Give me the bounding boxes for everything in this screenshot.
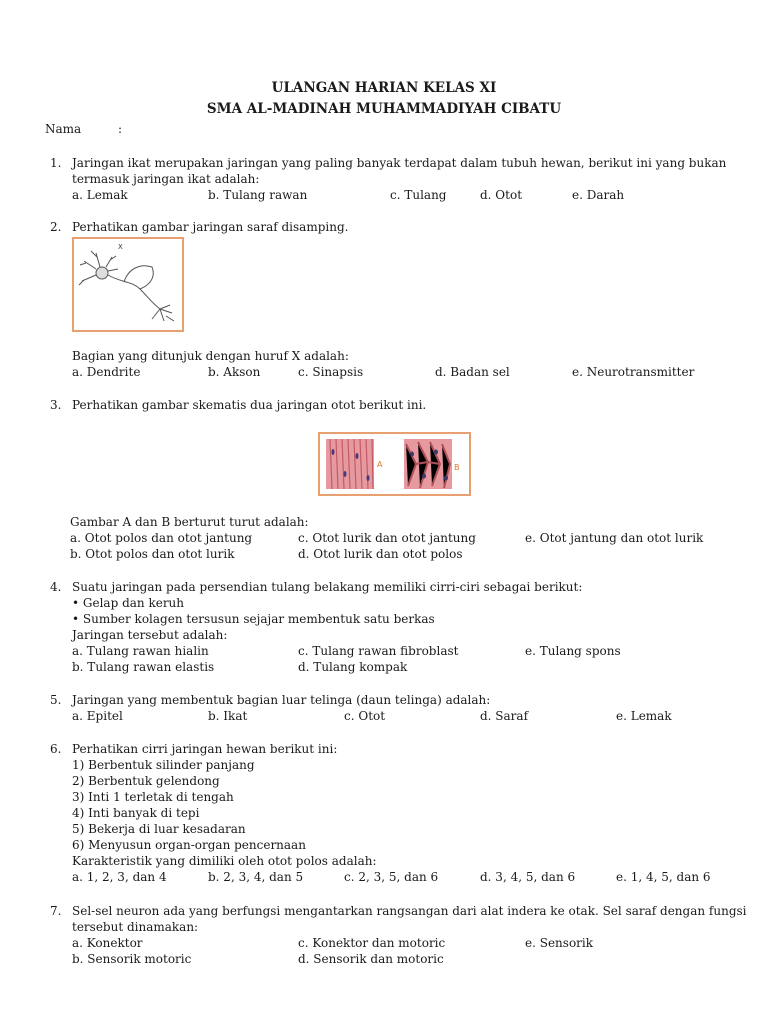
question-text: Perhatikan gambar jaringan saraf disamping. bbox=[72, 220, 349, 234]
question-text: Jaringan tersebut adalah: bbox=[72, 628, 228, 642]
option-d[interactable]: d. Otot bbox=[480, 188, 523, 202]
criterion-2: 2) Berbentuk gelendong bbox=[72, 774, 220, 788]
option-e[interactable]: e. Darah bbox=[572, 188, 625, 202]
question-number: 6. bbox=[50, 742, 62, 756]
question-number: 3. bbox=[50, 398, 62, 412]
question-text: • Sumber kolagen tersusun sejajar membentuk satu berkas bbox=[72, 612, 435, 626]
question-text: tersebut dinamakan: bbox=[72, 920, 199, 934]
option-a[interactable]: a. Konektor bbox=[72, 936, 143, 950]
question-number: 1. bbox=[50, 156, 62, 170]
option-e[interactable]: e. Otot jantung dan otot lurik bbox=[525, 531, 704, 545]
question-text: Perhatikan gambar skematis dua jaringan otot berikut ini. bbox=[72, 398, 427, 412]
question-text: • Gelap dan keruh bbox=[72, 596, 185, 610]
figure-label-b: B bbox=[454, 463, 460, 472]
option-b[interactable]: b. Otot polos dan otot lurik bbox=[70, 547, 235, 561]
figure-label-a: A bbox=[377, 460, 383, 469]
question-text: Sel-sel neuron ada yang berfungsi mengantarkan rangsangan dari alat indera ke otak. Sel saraf dengan fungsi bbox=[72, 904, 747, 918]
question-text: Bagian yang ditunjuk dengan huruf X adalah: bbox=[72, 349, 349, 363]
option-d[interactable]: d. Sensorik dan motoric bbox=[298, 952, 444, 966]
option-b[interactable]: b. Sensorik motoric bbox=[72, 952, 192, 966]
neuron-figure bbox=[72, 237, 184, 332]
option-e[interactable]: e. 1, 4, 5, dan 6 bbox=[616, 870, 711, 884]
options-row bbox=[72, 951, 732, 967]
option-e[interactable]: e. Sensorik bbox=[525, 936, 594, 950]
option-b[interactable]: b. Ikat bbox=[208, 709, 248, 723]
options-row bbox=[72, 364, 732, 380]
option-e[interactable]: e. Tulang spons bbox=[525, 644, 621, 658]
neuron-drawing bbox=[74, 239, 182, 330]
question-number: 7. bbox=[50, 904, 62, 918]
option-c[interactable]: c. Otot lurik dan otot jantung bbox=[298, 531, 476, 545]
figure-label-x: X bbox=[118, 243, 123, 251]
criterion-4: 4) Inti banyak di tepi bbox=[72, 806, 200, 820]
options-row bbox=[72, 659, 732, 675]
option-a[interactable]: a. Epitel bbox=[72, 709, 123, 723]
criterion-5: 5) Bekerja di luar kesadaran bbox=[72, 822, 246, 836]
muscle-drawing bbox=[320, 434, 469, 494]
option-c[interactable]: c. Tulang bbox=[390, 188, 447, 202]
option-a[interactable]: a. Dendrite bbox=[72, 365, 141, 379]
option-b[interactable]: b. Tulang rawan bbox=[208, 188, 308, 202]
question-number: 5. bbox=[50, 693, 62, 707]
question-text: Jaringan yang membentuk bagian luar telinga (daun telinga) adalah: bbox=[72, 693, 491, 707]
option-d[interactable]: d. Tulang kompak bbox=[298, 660, 408, 674]
options-row bbox=[72, 643, 732, 659]
option-a[interactable]: a. Otot polos dan otot jantung bbox=[70, 531, 253, 545]
option-a[interactable]: a. Lemak bbox=[72, 188, 128, 202]
option-b[interactable]: b. 2, 3, 4, dan 5 bbox=[208, 870, 304, 884]
option-d[interactable]: d. 3, 4, 5, dan 6 bbox=[480, 870, 576, 884]
option-c[interactable]: c. 2, 3, 5, dan 6 bbox=[344, 870, 439, 884]
option-c[interactable]: c. Konektor dan motoric bbox=[298, 936, 446, 950]
exam-title: ULANGAN HARIAN KELAS XI bbox=[271, 80, 497, 96]
question-text: Gambar A dan B berturut turut adalah: bbox=[70, 515, 309, 529]
option-d[interactable]: d. Badan sel bbox=[435, 365, 510, 379]
option-a[interactable]: a. Tulang rawan hialin bbox=[72, 644, 209, 658]
name-colon: : bbox=[118, 122, 123, 136]
criterion-1: 1) Berbentuk silinder panjang bbox=[72, 758, 255, 772]
question-text: Suatu jaringan pada persendian tulang belakang memiliki cirri-ciri sebagai berikut: bbox=[72, 580, 583, 594]
option-c[interactable]: c. Otot bbox=[344, 709, 386, 723]
question-text: Jaringan ikat merupakan jaringan yang paling banyak terdapat dalam tubuh hewan, berikut ini yang bukan bbox=[72, 156, 727, 170]
name-label: Nama bbox=[45, 122, 82, 136]
options-row bbox=[72, 935, 732, 951]
option-d[interactable]: d. Otot lurik dan otot polos bbox=[298, 547, 463, 561]
options-row bbox=[72, 869, 732, 885]
option-a[interactable]: a. 1, 2, 3, dan 4 bbox=[72, 870, 167, 884]
option-b[interactable]: b. Akson bbox=[208, 365, 261, 379]
option-c[interactable]: c. Sinapsis bbox=[298, 365, 364, 379]
option-d[interactable]: d. Saraf bbox=[480, 709, 529, 723]
options-row bbox=[72, 708, 732, 724]
options-row bbox=[70, 530, 730, 546]
question-text: Karakteristik yang dimiliki oleh otot polos adalah: bbox=[72, 854, 377, 868]
option-e[interactable]: e. Neurotransmitter bbox=[572, 365, 695, 379]
question-text: termasuk jaringan ikat adalah: bbox=[72, 172, 260, 186]
criterion-3: 3) Inti 1 terletak di tengah bbox=[72, 790, 234, 804]
options-row bbox=[72, 187, 732, 203]
option-e[interactable]: e. Lemak bbox=[616, 709, 672, 723]
question-number: 4. bbox=[50, 580, 62, 594]
question-number: 2. bbox=[50, 220, 62, 234]
question-text: Perhatikan cirri jaringan hewan berikut ini: bbox=[72, 742, 338, 756]
option-c[interactable]: c. Tulang rawan fibroblast bbox=[298, 644, 459, 658]
options-row bbox=[70, 546, 730, 562]
criterion-6: 6) Menyusun organ-organ pencernaan bbox=[72, 838, 306, 852]
option-b[interactable]: b. Tulang rawan elastis bbox=[72, 660, 215, 674]
school-name: SMA AL-MADINAH MUHAMMADIYAH CIBATU bbox=[206, 101, 562, 117]
muscle-figure bbox=[318, 432, 471, 496]
